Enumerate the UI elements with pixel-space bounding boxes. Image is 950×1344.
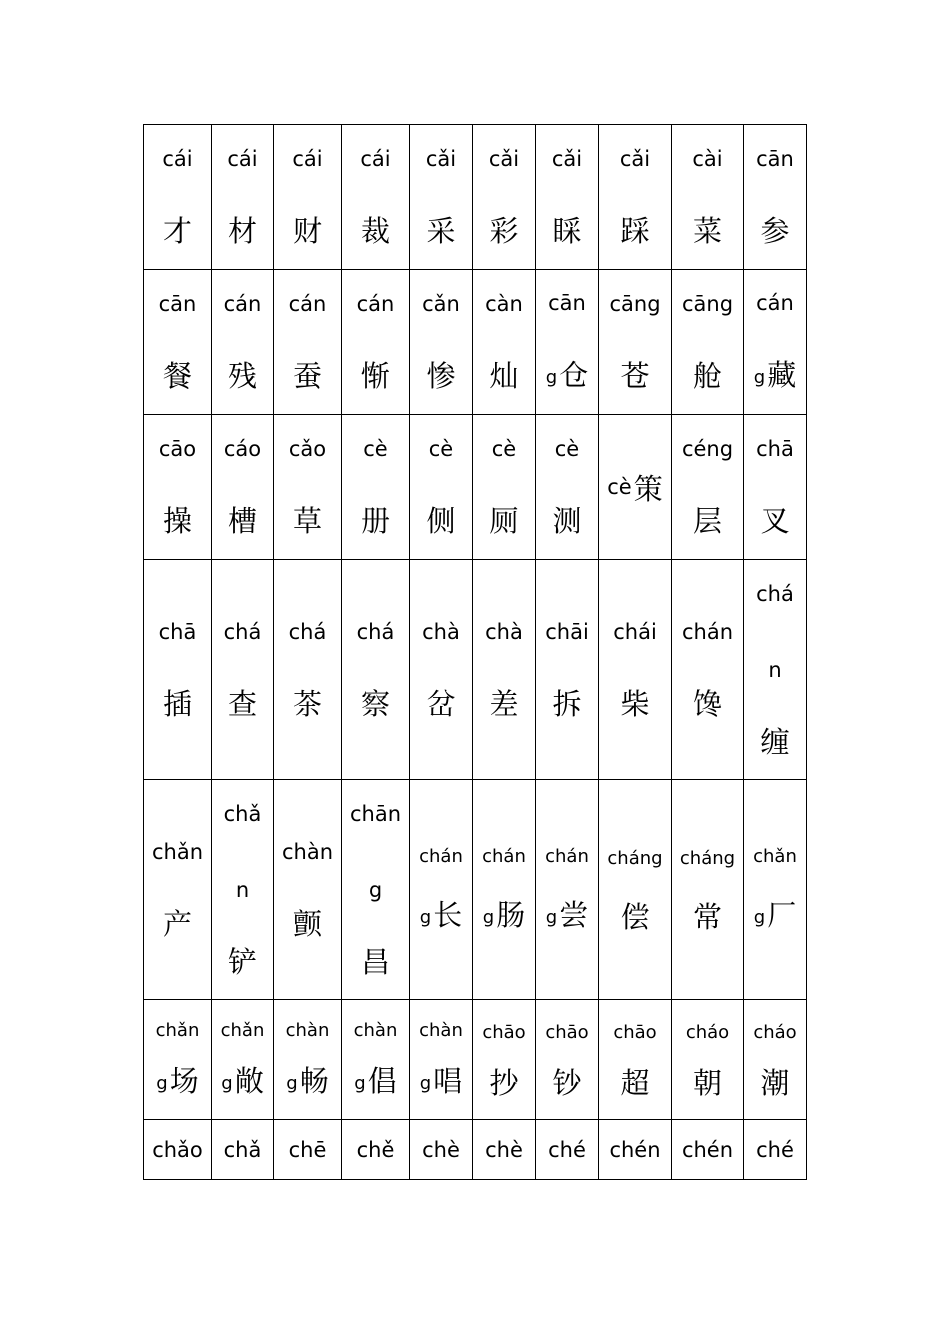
hanzi: 产 bbox=[162, 906, 192, 941]
pinyin: cán bbox=[356, 292, 395, 316]
hanzi: 策 bbox=[633, 471, 663, 506]
hanzi: 查 bbox=[227, 686, 257, 721]
pinyin: chán bbox=[545, 846, 589, 867]
table-cell bbox=[599, 415, 672, 560]
table-cell bbox=[144, 1000, 212, 1120]
table-cell bbox=[212, 270, 274, 415]
hanzi: 岔 bbox=[426, 686, 456, 721]
pinyin: chǎo bbox=[152, 1137, 203, 1162]
table-cell bbox=[274, 125, 342, 270]
table-cell bbox=[536, 415, 599, 560]
pinyin-tail: g bbox=[545, 366, 558, 388]
pinyin: chái bbox=[613, 619, 657, 644]
table-cell bbox=[212, 1120, 274, 1180]
pinyin-tail: g bbox=[545, 907, 558, 928]
pinyin: chāo bbox=[613, 1021, 657, 1043]
table-cell bbox=[274, 780, 342, 1000]
hanzi: 灿 bbox=[489, 359, 519, 393]
pinyin: chē bbox=[288, 1137, 327, 1162]
table-cell bbox=[473, 560, 536, 780]
table-cell bbox=[212, 780, 274, 1000]
hanzi: 敞 bbox=[234, 1064, 264, 1098]
pinyin: cǎo bbox=[288, 437, 327, 461]
pinyin-tail: g bbox=[368, 877, 383, 902]
pinyin: chǎ bbox=[223, 1137, 262, 1162]
pinyin-tail: g bbox=[753, 907, 766, 928]
table-cell bbox=[599, 270, 672, 415]
table-cell bbox=[274, 1000, 342, 1120]
hanzi: 睬 bbox=[552, 214, 582, 248]
pinyin: cáo bbox=[223, 437, 262, 461]
table-cell bbox=[144, 125, 212, 270]
table-cell bbox=[212, 125, 274, 270]
table-cell bbox=[342, 270, 410, 415]
table-cell bbox=[410, 780, 473, 1000]
table-cell bbox=[410, 560, 473, 780]
table-row bbox=[144, 415, 807, 560]
hanzi: 参 bbox=[760, 214, 790, 248]
hanzi: 察 bbox=[360, 686, 390, 721]
pinyin: chāi bbox=[545, 619, 589, 644]
table-row bbox=[144, 560, 807, 780]
pinyin: chén bbox=[609, 1137, 661, 1162]
pinyin-tail: g bbox=[156, 1073, 168, 1094]
table-cell bbox=[672, 125, 744, 270]
table-cell bbox=[212, 560, 274, 780]
hanzi: 潮 bbox=[760, 1065, 790, 1100]
hanzi: 财 bbox=[292, 214, 322, 248]
pinyin: chá bbox=[223, 619, 262, 644]
pinyin: chāo bbox=[545, 1021, 589, 1043]
pinyin: chàn bbox=[419, 1020, 463, 1041]
table-cell bbox=[744, 125, 807, 270]
pinyin-table bbox=[143, 124, 807, 1180]
table-cell bbox=[410, 125, 473, 270]
table-cell bbox=[672, 1000, 744, 1120]
pinyin: cháo bbox=[685, 1021, 730, 1043]
hanzi: 插 bbox=[162, 686, 192, 721]
table-cell bbox=[744, 780, 807, 1000]
table-cell bbox=[536, 1120, 599, 1180]
hanzi: 才 bbox=[162, 214, 192, 248]
pinyin: chà bbox=[422, 619, 460, 644]
pinyin-tail: g bbox=[419, 907, 432, 928]
pinyin: chàn bbox=[285, 1020, 330, 1041]
hanzi: 缠 bbox=[760, 724, 790, 759]
hanzi: 肠 bbox=[496, 898, 526, 932]
pinyin: chǎn bbox=[151, 839, 204, 864]
table-cell bbox=[212, 1000, 274, 1120]
pinyin: cái bbox=[162, 147, 193, 171]
table-cell bbox=[473, 780, 536, 1000]
hanzi: 材 bbox=[227, 214, 257, 248]
table-cell bbox=[672, 780, 744, 1000]
pinyin: cái bbox=[227, 147, 258, 171]
hanzi: 朝 bbox=[692, 1065, 722, 1100]
hanzi: 草 bbox=[292, 504, 322, 538]
pinyin: cǎi bbox=[488, 147, 520, 171]
hanzi: 拆 bbox=[552, 686, 582, 721]
table-cell bbox=[410, 1000, 473, 1120]
table-cell bbox=[744, 1120, 807, 1180]
hanzi: 彩 bbox=[489, 214, 519, 248]
pinyin: cǎi bbox=[425, 147, 457, 171]
pinyin: chàn bbox=[353, 1020, 398, 1041]
pinyin: cǎi bbox=[551, 147, 583, 171]
pinyin: càn bbox=[485, 292, 523, 316]
hanzi: 采 bbox=[426, 214, 456, 248]
hanzi: 场 bbox=[169, 1064, 199, 1098]
pinyin: cái bbox=[292, 147, 323, 171]
pinyin: chán bbox=[419, 846, 463, 867]
table-cell bbox=[410, 270, 473, 415]
pinyin: cài bbox=[692, 147, 723, 171]
pinyin: cè bbox=[607, 475, 632, 499]
hanzi: 苍 bbox=[620, 359, 650, 393]
table-cell bbox=[342, 560, 410, 780]
hanzi: 畅 bbox=[299, 1064, 329, 1098]
table-cell bbox=[599, 1120, 672, 1180]
table-cell bbox=[536, 270, 599, 415]
table-cell bbox=[342, 1120, 410, 1180]
table-cell bbox=[212, 415, 274, 560]
hanzi: 抄 bbox=[489, 1065, 519, 1100]
pinyin: cè bbox=[491, 437, 517, 461]
hanzi: 踩 bbox=[620, 214, 650, 248]
pinyin: chāo bbox=[482, 1021, 526, 1043]
table-row bbox=[144, 125, 807, 270]
table-cell bbox=[144, 1120, 212, 1180]
table-row bbox=[144, 780, 807, 1000]
hanzi: 槽 bbox=[227, 504, 257, 538]
pinyin: chǎn bbox=[753, 846, 797, 867]
table-cell bbox=[672, 1120, 744, 1180]
hanzi: 茶 bbox=[292, 686, 322, 721]
pinyin: cái bbox=[360, 147, 391, 171]
table-cell bbox=[342, 1000, 410, 1120]
hanzi: 惭 bbox=[360, 359, 390, 393]
pinyin: chén bbox=[681, 1137, 734, 1162]
pinyin: cán bbox=[288, 292, 327, 316]
table-cell bbox=[473, 1120, 536, 1180]
pinyin: cháng bbox=[607, 847, 663, 869]
hanzi: 长 bbox=[433, 898, 463, 932]
pinyin: cāng bbox=[681, 292, 734, 316]
table-row bbox=[144, 270, 807, 415]
hanzi: 柴 bbox=[620, 686, 650, 721]
hanzi: 菜 bbox=[692, 214, 722, 248]
hanzi: 钞 bbox=[552, 1065, 582, 1100]
table-row bbox=[144, 1120, 807, 1180]
hanzi: 差 bbox=[489, 686, 519, 721]
table-cell bbox=[274, 415, 342, 560]
table-cell bbox=[144, 270, 212, 415]
pinyin: cháng bbox=[679, 847, 736, 869]
pinyin-tail: g bbox=[419, 1073, 432, 1094]
pinyin-tail: g bbox=[286, 1073, 298, 1094]
hanzi: 测 bbox=[552, 504, 582, 538]
table-cell bbox=[744, 560, 807, 780]
table-cell bbox=[342, 415, 410, 560]
table-cell bbox=[410, 1120, 473, 1180]
table-cell bbox=[473, 415, 536, 560]
pinyin: cháo bbox=[753, 1021, 797, 1043]
hanzi: 餐 bbox=[162, 359, 192, 393]
table-cell bbox=[744, 1000, 807, 1120]
hanzi: 厕 bbox=[489, 504, 519, 538]
pinyin: cè bbox=[554, 437, 580, 461]
pinyin: cán bbox=[223, 292, 262, 316]
table-cell bbox=[744, 270, 807, 415]
pinyin-tail: n bbox=[235, 877, 250, 902]
hanzi: 馋 bbox=[692, 686, 722, 721]
table-cell bbox=[599, 560, 672, 780]
pinyin-tail: n bbox=[768, 657, 782, 682]
table-cell bbox=[274, 1120, 342, 1180]
table-cell bbox=[342, 780, 410, 1000]
pinyin-tail: g bbox=[354, 1073, 366, 1094]
pinyin: chà bbox=[485, 619, 523, 644]
pinyin: céng bbox=[681, 437, 734, 461]
hanzi: 残 bbox=[227, 359, 257, 393]
table-cell bbox=[672, 415, 744, 560]
pinyin: cāo bbox=[158, 437, 197, 461]
hanzi: 昌 bbox=[360, 944, 390, 979]
hanzi: 惨 bbox=[426, 359, 456, 393]
pinyin: cè bbox=[363, 437, 388, 461]
hanzi: 操 bbox=[162, 504, 192, 538]
table-cell bbox=[144, 415, 212, 560]
pinyin: chā bbox=[756, 437, 794, 461]
pinyin: ché bbox=[756, 1137, 794, 1162]
pinyin-tail: g bbox=[482, 907, 495, 928]
pinyin: chàn bbox=[281, 839, 334, 864]
pinyin: chá bbox=[756, 581, 794, 606]
hanzi: 侧 bbox=[426, 504, 456, 538]
hanzi: 尝 bbox=[559, 898, 589, 932]
table-cell bbox=[144, 780, 212, 1000]
table-row bbox=[144, 1000, 807, 1120]
hanzi: 裁 bbox=[360, 214, 390, 248]
hanzi: 铲 bbox=[227, 944, 257, 979]
pinyin: chān bbox=[349, 801, 402, 826]
hanzi: 超 bbox=[620, 1065, 650, 1100]
hanzi: 常 bbox=[692, 899, 722, 934]
table-cell bbox=[274, 560, 342, 780]
hanzi: 唱 bbox=[433, 1064, 463, 1098]
hanzi: 仓 bbox=[559, 357, 589, 392]
pinyin: chá bbox=[288, 619, 327, 644]
table-cell bbox=[536, 560, 599, 780]
table-cell bbox=[599, 1000, 672, 1120]
hanzi: 层 bbox=[692, 504, 722, 538]
pinyin: cè bbox=[428, 437, 454, 461]
pinyin: cān bbox=[548, 290, 586, 315]
table-cell bbox=[744, 415, 807, 560]
table-cell bbox=[410, 415, 473, 560]
pinyin-character-grid bbox=[143, 124, 807, 1180]
table-cell bbox=[536, 1000, 599, 1120]
hanzi: 倡 bbox=[367, 1064, 397, 1098]
table-cell bbox=[599, 125, 672, 270]
table-cell bbox=[536, 125, 599, 270]
pinyin: cán bbox=[756, 290, 794, 315]
pinyin: cān bbox=[158, 292, 197, 316]
table-cell bbox=[672, 270, 744, 415]
pinyin: chán bbox=[681, 619, 734, 644]
table-cell bbox=[473, 270, 536, 415]
pinyin: cān bbox=[756, 147, 794, 171]
hanzi: 蚕 bbox=[292, 359, 322, 393]
table-cell bbox=[144, 560, 212, 780]
pinyin: cāng bbox=[609, 292, 661, 316]
pinyin: chǎ bbox=[223, 801, 262, 826]
table-cell bbox=[473, 1000, 536, 1120]
table-cell bbox=[536, 780, 599, 1000]
pinyin-tail: g bbox=[753, 366, 766, 388]
hanzi: 藏 bbox=[767, 357, 797, 392]
pinyin: chǎn bbox=[155, 1020, 200, 1041]
hanzi: 舱 bbox=[692, 359, 722, 393]
hanzi: 册 bbox=[360, 504, 390, 538]
pinyin: cǎn bbox=[422, 292, 460, 316]
pinyin: chǎn bbox=[220, 1020, 265, 1041]
hanzi: 厂 bbox=[767, 898, 797, 932]
table-cell bbox=[274, 270, 342, 415]
pinyin: cǎi bbox=[619, 147, 651, 171]
pinyin: chě bbox=[356, 1137, 395, 1162]
table-cell bbox=[599, 780, 672, 1000]
pinyin: chá bbox=[356, 619, 395, 644]
pinyin: ché bbox=[548, 1137, 586, 1162]
table-cell bbox=[342, 125, 410, 270]
pinyin-tail: g bbox=[221, 1073, 233, 1094]
pinyin: chán bbox=[482, 846, 526, 867]
pinyin: chā bbox=[158, 619, 197, 644]
hanzi: 叉 bbox=[760, 504, 790, 538]
table-cell bbox=[473, 125, 536, 270]
pinyin: chè bbox=[422, 1137, 460, 1162]
hanzi: 偿 bbox=[620, 899, 650, 934]
hanzi: 颤 bbox=[292, 906, 322, 941]
table-cell bbox=[672, 560, 744, 780]
pinyin: chè bbox=[485, 1137, 523, 1162]
